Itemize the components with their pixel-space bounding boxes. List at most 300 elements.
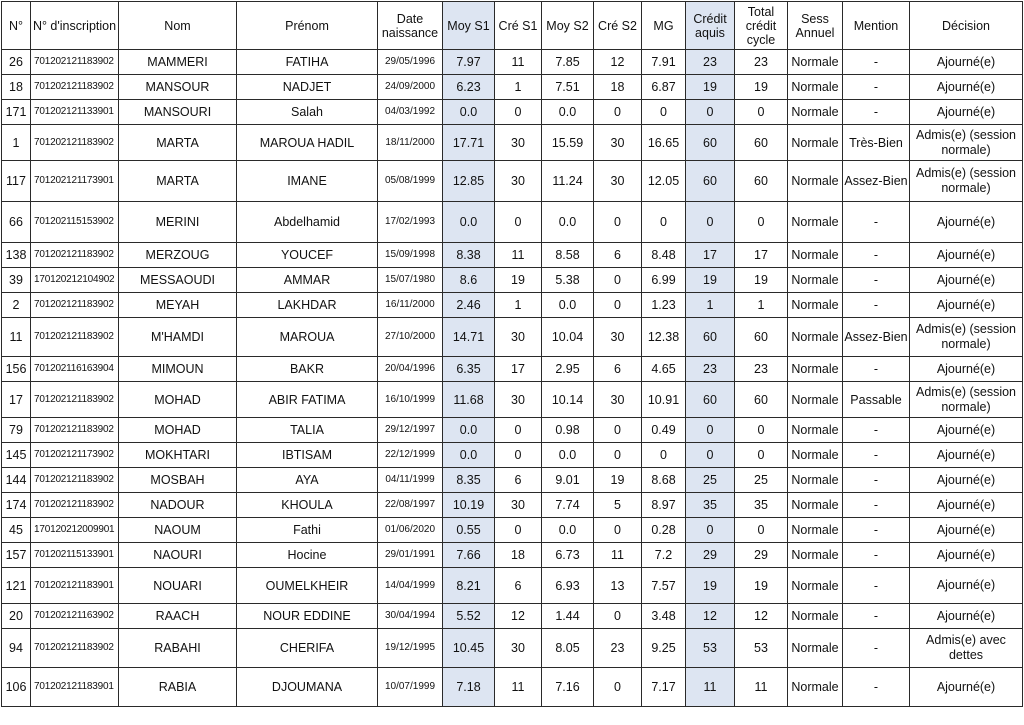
cell-credit-aquis: 0	[686, 202, 735, 243]
cell-num: 11	[2, 318, 31, 357]
cell-moy-s2: 0.0	[542, 202, 594, 243]
cell-nom: MARTA	[119, 125, 237, 161]
cell-cre-s2: 0	[594, 100, 642, 125]
cell-inscription: 701202121183902	[31, 75, 119, 100]
cell-mention: Assez-Bien	[843, 318, 910, 357]
cell-inscription: 170120212104902	[31, 268, 119, 293]
cell-moy-s1: 0.0	[443, 202, 495, 243]
cell-inscription: 701202121183902	[31, 493, 119, 518]
cell-decision: Ajourné(e)	[910, 50, 1023, 75]
cell-moy-s1: 12.85	[443, 161, 495, 202]
cell-mg: 0	[642, 443, 686, 468]
cell-moy-s1: 0.0	[443, 100, 495, 125]
cell-moy-s2: 2.95	[542, 357, 594, 382]
table-row	[2, 318, 1023, 357]
col-mg: MG	[642, 2, 686, 50]
cell-sess: Normale	[788, 202, 843, 243]
cell-total-credit: 12	[735, 604, 788, 629]
cell-decision: Ajourné(e)	[910, 243, 1023, 268]
cell-num: 79	[2, 418, 31, 443]
cell-moy-s2: 15.59	[542, 125, 594, 161]
cell-cre-s1: 30	[495, 125, 542, 161]
cell-nom: MESSAOUDI	[119, 268, 237, 293]
cell-inscription: 701202115133901	[31, 543, 119, 568]
cell-nom: MEYAH	[119, 293, 237, 318]
cell-inscription: 701202121183902	[31, 382, 119, 418]
cell-mention: -	[843, 50, 910, 75]
cell-cre-s2: 30	[594, 125, 642, 161]
cell-sess: Normale	[788, 161, 843, 202]
cell-sess: Normale	[788, 443, 843, 468]
cell-mention: Passable	[843, 382, 910, 418]
cell-prenom: Abdelhamid	[237, 202, 378, 243]
table-row	[2, 382, 1023, 418]
cell-total-credit: 1	[735, 293, 788, 318]
cell-decision: Admis(e) (session normale)	[910, 382, 1023, 418]
cell-num: 156	[2, 357, 31, 382]
cell-total-credit: 19	[735, 268, 788, 293]
cell-cre-s1: 30	[495, 493, 542, 518]
cell-total-credit: 0	[735, 443, 788, 468]
cell-inscription: 701202121183902	[31, 629, 119, 668]
cell-prenom: TALIA	[237, 418, 378, 443]
cell-cre-s2: 0	[594, 293, 642, 318]
cell-decision: Ajourné(e)	[910, 543, 1023, 568]
cell-date: 30/04/1994	[378, 604, 443, 629]
cell-sess: Normale	[788, 418, 843, 443]
cell-credit-aquis: 60	[686, 161, 735, 202]
cell-cre-s2: 0	[594, 268, 642, 293]
cell-total-credit: 60	[735, 125, 788, 161]
cell-cre-s2: 0	[594, 443, 642, 468]
cell-mention: -	[843, 493, 910, 518]
cell-sess: Normale	[788, 357, 843, 382]
table-row	[2, 293, 1023, 318]
cell-date: 16/11/2000	[378, 293, 443, 318]
cell-decision: Ajourné(e)	[910, 604, 1023, 629]
col-sess-annuel: Sess Annuel	[788, 2, 843, 50]
cell-cre-s1: 6	[495, 568, 542, 604]
cell-prenom: MAROUA	[237, 318, 378, 357]
cell-mention: -	[843, 202, 910, 243]
cell-decision: Ajourné(e)	[910, 268, 1023, 293]
cell-credit-aquis: 0	[686, 418, 735, 443]
col-inscription: N° d'inscription	[31, 2, 119, 50]
cell-mg: 12.05	[642, 161, 686, 202]
cell-prenom: CHERIFA	[237, 629, 378, 668]
cell-date: 22/08/1997	[378, 493, 443, 518]
cell-num: 1	[2, 125, 31, 161]
cell-moy-s2: 7.85	[542, 50, 594, 75]
table-row	[2, 518, 1023, 543]
cell-total-credit: 29	[735, 543, 788, 568]
cell-mg: 1.23	[642, 293, 686, 318]
cell-total-credit: 25	[735, 468, 788, 493]
cell-moy-s2: 7.16	[542, 668, 594, 707]
cell-total-credit: 11	[735, 668, 788, 707]
cell-total-credit: 60	[735, 161, 788, 202]
table-row	[2, 493, 1023, 518]
cell-cre-s1: 0	[495, 418, 542, 443]
cell-mention: -	[843, 357, 910, 382]
cell-mg: 10.91	[642, 382, 686, 418]
cell-inscription: 701202121183902	[31, 418, 119, 443]
cell-moy-s1: 6.35	[443, 357, 495, 382]
cell-num: 26	[2, 50, 31, 75]
cell-decision: Ajourné(e)	[910, 668, 1023, 707]
cell-decision: Ajourné(e)	[910, 100, 1023, 125]
cell-total-credit: 19	[735, 568, 788, 604]
table-row	[2, 100, 1023, 125]
cell-nom: MIMOUN	[119, 357, 237, 382]
cell-sess: Normale	[788, 243, 843, 268]
cell-credit-aquis: 11	[686, 668, 735, 707]
cell-mention: -	[843, 668, 910, 707]
cell-credit-aquis: 25	[686, 468, 735, 493]
cell-cre-s1: 1	[495, 293, 542, 318]
cell-cre-s2: 6	[594, 357, 642, 382]
cell-date: 04/11/1999	[378, 468, 443, 493]
cell-mg: 9.25	[642, 629, 686, 668]
cell-nom: RABAHI	[119, 629, 237, 668]
cell-num: 157	[2, 543, 31, 568]
cell-mention: -	[843, 543, 910, 568]
cell-moy-s1: 10.19	[443, 493, 495, 518]
cell-credit-aquis: 19	[686, 568, 735, 604]
cell-moy-s1: 5.52	[443, 604, 495, 629]
cell-cre-s1: 0	[495, 443, 542, 468]
col-date-naissance: Date naissance	[378, 2, 443, 50]
cell-cre-s2: 18	[594, 75, 642, 100]
cell-nom: RABIA	[119, 668, 237, 707]
cell-cre-s2: 23	[594, 629, 642, 668]
cell-nom: NAOURI	[119, 543, 237, 568]
cell-sess: Normale	[788, 268, 843, 293]
table-row	[2, 418, 1023, 443]
cell-num: 106	[2, 668, 31, 707]
cell-moy-s1: 7.18	[443, 668, 495, 707]
cell-decision: Ajourné(e)	[910, 418, 1023, 443]
cell-prenom: YOUCEF	[237, 243, 378, 268]
table-row	[2, 629, 1023, 668]
cell-nom: NAOUM	[119, 518, 237, 543]
cell-credit-aquis: 19	[686, 268, 735, 293]
cell-date: 01/06/2020	[378, 518, 443, 543]
cell-mention: -	[843, 568, 910, 604]
header-row	[2, 2, 1023, 50]
cell-mention: Assez-Bien	[843, 161, 910, 202]
cell-cre-s1: 17	[495, 357, 542, 382]
cell-inscription: 701202121133901	[31, 100, 119, 125]
cell-moy-s1: 8.35	[443, 468, 495, 493]
cell-nom: MOHAD	[119, 382, 237, 418]
cell-mention: Très-Bien	[843, 125, 910, 161]
cell-prenom: AYA	[237, 468, 378, 493]
cell-mention: -	[843, 293, 910, 318]
table-row	[2, 468, 1023, 493]
cell-mention: -	[843, 518, 910, 543]
cell-cre-s1: 12	[495, 604, 542, 629]
cell-decision: Ajourné(e)	[910, 357, 1023, 382]
cell-num: 145	[2, 443, 31, 468]
cell-cre-s1: 0	[495, 100, 542, 125]
cell-nom: MOHAD	[119, 418, 237, 443]
cell-prenom: Fathi	[237, 518, 378, 543]
cell-inscription: 701202121183902	[31, 293, 119, 318]
cell-prenom: Hocine	[237, 543, 378, 568]
cell-credit-aquis: 60	[686, 125, 735, 161]
cell-total-credit: 17	[735, 243, 788, 268]
cell-decision: Admis(e) (session normale)	[910, 318, 1023, 357]
cell-nom: MANSOUR	[119, 75, 237, 100]
cell-mg: 7.91	[642, 50, 686, 75]
cell-inscription: 701202121183902	[31, 243, 119, 268]
cell-num: 66	[2, 202, 31, 243]
cell-date: 05/08/1999	[378, 161, 443, 202]
cell-date: 29/12/1997	[378, 418, 443, 443]
cell-mention: -	[843, 629, 910, 668]
cell-inscription: 701202121173901	[31, 161, 119, 202]
cell-mention: -	[843, 75, 910, 100]
cell-decision: Ajourné(e)	[910, 202, 1023, 243]
cell-num: 18	[2, 75, 31, 100]
cell-mg: 8.68	[642, 468, 686, 493]
cell-inscription: 701202121163902	[31, 604, 119, 629]
cell-date: 20/04/1996	[378, 357, 443, 382]
cell-mg: 0	[642, 100, 686, 125]
cell-num: 17	[2, 382, 31, 418]
cell-cre-s2: 30	[594, 161, 642, 202]
cell-prenom: NOUR EDDINE	[237, 604, 378, 629]
cell-nom: MOKHTARI	[119, 443, 237, 468]
cell-prenom: LAKHDAR	[237, 293, 378, 318]
cell-cre-s1: 11	[495, 668, 542, 707]
cell-date: 29/05/1996	[378, 50, 443, 75]
cell-moy-s1: 8.21	[443, 568, 495, 604]
cell-nom: MOSBAH	[119, 468, 237, 493]
cell-nom: RAACH	[119, 604, 237, 629]
cell-num: 144	[2, 468, 31, 493]
cell-mention: -	[843, 443, 910, 468]
cell-moy-s2: 11.24	[542, 161, 594, 202]
cell-decision: Ajourné(e)	[910, 493, 1023, 518]
cell-date: 27/10/2000	[378, 318, 443, 357]
cell-mention: -	[843, 604, 910, 629]
cell-mg: 8.97	[642, 493, 686, 518]
cell-num: 121	[2, 568, 31, 604]
cell-moy-s1: 7.66	[443, 543, 495, 568]
cell-cre-s2: 30	[594, 318, 642, 357]
cell-cre-s1: 30	[495, 382, 542, 418]
cell-mg: 16.65	[642, 125, 686, 161]
cell-moy-s1: 0.0	[443, 443, 495, 468]
cell-moy-s2: 0.98	[542, 418, 594, 443]
cell-decision: Ajourné(e)	[910, 468, 1023, 493]
cell-nom: MARTA	[119, 161, 237, 202]
cell-total-credit: 19	[735, 75, 788, 100]
cell-sess: Normale	[788, 604, 843, 629]
cell-decision: Admis(e) (session normale)	[910, 161, 1023, 202]
cell-decision: Ajourné(e)	[910, 293, 1023, 318]
cell-moy-s2: 1.44	[542, 604, 594, 629]
cell-mention: -	[843, 100, 910, 125]
cell-cre-s2: 19	[594, 468, 642, 493]
table-row	[2, 568, 1023, 604]
cell-moy-s2: 8.58	[542, 243, 594, 268]
cell-moy-s1: 6.23	[443, 75, 495, 100]
cell-cre-s1: 11	[495, 243, 542, 268]
cell-decision: Ajourné(e)	[910, 75, 1023, 100]
cell-moy-s1: 14.71	[443, 318, 495, 357]
col-prenom: Prénom	[237, 2, 378, 50]
cell-decision: Admis(e) (session normale)	[910, 125, 1023, 161]
cell-credit-aquis: 0	[686, 518, 735, 543]
cell-cre-s1: 30	[495, 161, 542, 202]
cell-date: 17/02/1993	[378, 202, 443, 243]
cell-date: 29/01/1991	[378, 543, 443, 568]
col-decision: Décision	[910, 2, 1023, 50]
cell-total-credit: 35	[735, 493, 788, 518]
cell-moy-s2: 0.0	[542, 518, 594, 543]
cell-date: 16/10/1999	[378, 382, 443, 418]
cell-credit-aquis: 12	[686, 604, 735, 629]
table-row	[2, 268, 1023, 293]
cell-mg: 0.28	[642, 518, 686, 543]
cell-mg: 6.87	[642, 75, 686, 100]
cell-num: 174	[2, 493, 31, 518]
cell-moy-s1: 7.97	[443, 50, 495, 75]
cell-cre-s2: 13	[594, 568, 642, 604]
cell-credit-aquis: 0	[686, 443, 735, 468]
cell-nom: M'HAMDI	[119, 318, 237, 357]
cell-num: 45	[2, 518, 31, 543]
table-row	[2, 243, 1023, 268]
cell-decision: Ajourné(e)	[910, 518, 1023, 543]
cell-moy-s1: 8.6	[443, 268, 495, 293]
cell-date: 10/07/1999	[378, 668, 443, 707]
cell-prenom: DJOUMANA	[237, 668, 378, 707]
cell-mg: 4.65	[642, 357, 686, 382]
col-moy-s2: Moy S2	[542, 2, 594, 50]
cell-cre-s1: 0	[495, 518, 542, 543]
table-row	[2, 543, 1023, 568]
cell-date: 24/09/2000	[378, 75, 443, 100]
cell-sess: Normale	[788, 293, 843, 318]
cell-moy-s1: 2.46	[443, 293, 495, 318]
cell-sess: Normale	[788, 100, 843, 125]
table-row	[2, 668, 1023, 707]
col-total-credit: Total crédit cycle	[735, 2, 788, 50]
cell-num: 2	[2, 293, 31, 318]
cell-nom: MANSOURI	[119, 100, 237, 125]
cell-moy-s2: 10.14	[542, 382, 594, 418]
cell-credit-aquis: 35	[686, 493, 735, 518]
cell-moy-s1: 11.68	[443, 382, 495, 418]
cell-prenom: AMMAR	[237, 268, 378, 293]
table-body	[2, 50, 1023, 707]
cell-nom: MERINI	[119, 202, 237, 243]
cell-sess: Normale	[788, 493, 843, 518]
table-row	[2, 50, 1023, 75]
cell-moy-s2: 7.51	[542, 75, 594, 100]
cell-moy-s2: 8.05	[542, 629, 594, 668]
cell-inscription: 170120212009901	[31, 518, 119, 543]
cell-decision: Ajourné(e)	[910, 568, 1023, 604]
cell-date: 04/03/1992	[378, 100, 443, 125]
cell-cre-s1: 6	[495, 468, 542, 493]
cell-sess: Normale	[788, 50, 843, 75]
cell-num: 117	[2, 161, 31, 202]
cell-total-credit: 23	[735, 357, 788, 382]
cell-date: 15/07/1980	[378, 268, 443, 293]
cell-nom: NOUARI	[119, 568, 237, 604]
col-cre-s1: Cré S1	[495, 2, 542, 50]
cell-credit-aquis: 60	[686, 318, 735, 357]
col-cre-s2: Cré S2	[594, 2, 642, 50]
cell-total-credit: 0	[735, 100, 788, 125]
cell-credit-aquis: 29	[686, 543, 735, 568]
cell-prenom: Salah	[237, 100, 378, 125]
cell-date: 18/11/2000	[378, 125, 443, 161]
cell-decision: Ajourné(e)	[910, 443, 1023, 468]
cell-nom: MERZOUG	[119, 243, 237, 268]
cell-cre-s1: 30	[495, 318, 542, 357]
cell-inscription: 701202121183901	[31, 668, 119, 707]
cell-sess: Normale	[788, 668, 843, 707]
cell-moy-s2: 6.93	[542, 568, 594, 604]
cell-moy-s1: 0.55	[443, 518, 495, 543]
cell-inscription: 701202121173902	[31, 443, 119, 468]
cell-inscription: 701202115153902	[31, 202, 119, 243]
table-row	[2, 604, 1023, 629]
cell-decision: Admis(e) avec dettes	[910, 629, 1023, 668]
cell-inscription: 701202116163904	[31, 357, 119, 382]
table-row	[2, 75, 1023, 100]
cell-credit-aquis: 19	[686, 75, 735, 100]
cell-moy-s1: 8.38	[443, 243, 495, 268]
cell-total-credit: 0	[735, 518, 788, 543]
cell-sess: Normale	[788, 518, 843, 543]
cell-prenom: MAROUA HADIL	[237, 125, 378, 161]
table-row	[2, 161, 1023, 202]
cell-inscription: 701202121183902	[31, 50, 119, 75]
cell-cre-s2: 11	[594, 543, 642, 568]
cell-mention: -	[843, 243, 910, 268]
cell-prenom: KHOULA	[237, 493, 378, 518]
table-row	[2, 443, 1023, 468]
cell-credit-aquis: 17	[686, 243, 735, 268]
table-row	[2, 202, 1023, 243]
cell-mg: 12.38	[642, 318, 686, 357]
cell-mg: 8.48	[642, 243, 686, 268]
cell-inscription: 701202121183902	[31, 318, 119, 357]
cell-mg: 7.2	[642, 543, 686, 568]
cell-total-credit: 0	[735, 202, 788, 243]
cell-sess: Normale	[788, 629, 843, 668]
cell-credit-aquis: 23	[686, 50, 735, 75]
cell-num: 94	[2, 629, 31, 668]
cell-mg: 6.99	[642, 268, 686, 293]
table-row	[2, 357, 1023, 382]
cell-cre-s1: 19	[495, 268, 542, 293]
cell-date: 19/12/1995	[378, 629, 443, 668]
cell-prenom: IBTISAM	[237, 443, 378, 468]
cell-cre-s2: 0	[594, 604, 642, 629]
col-nom: Nom	[119, 2, 237, 50]
cell-sess: Normale	[788, 75, 843, 100]
cell-inscription: 701202121183902	[31, 125, 119, 161]
cell-sess: Normale	[788, 382, 843, 418]
